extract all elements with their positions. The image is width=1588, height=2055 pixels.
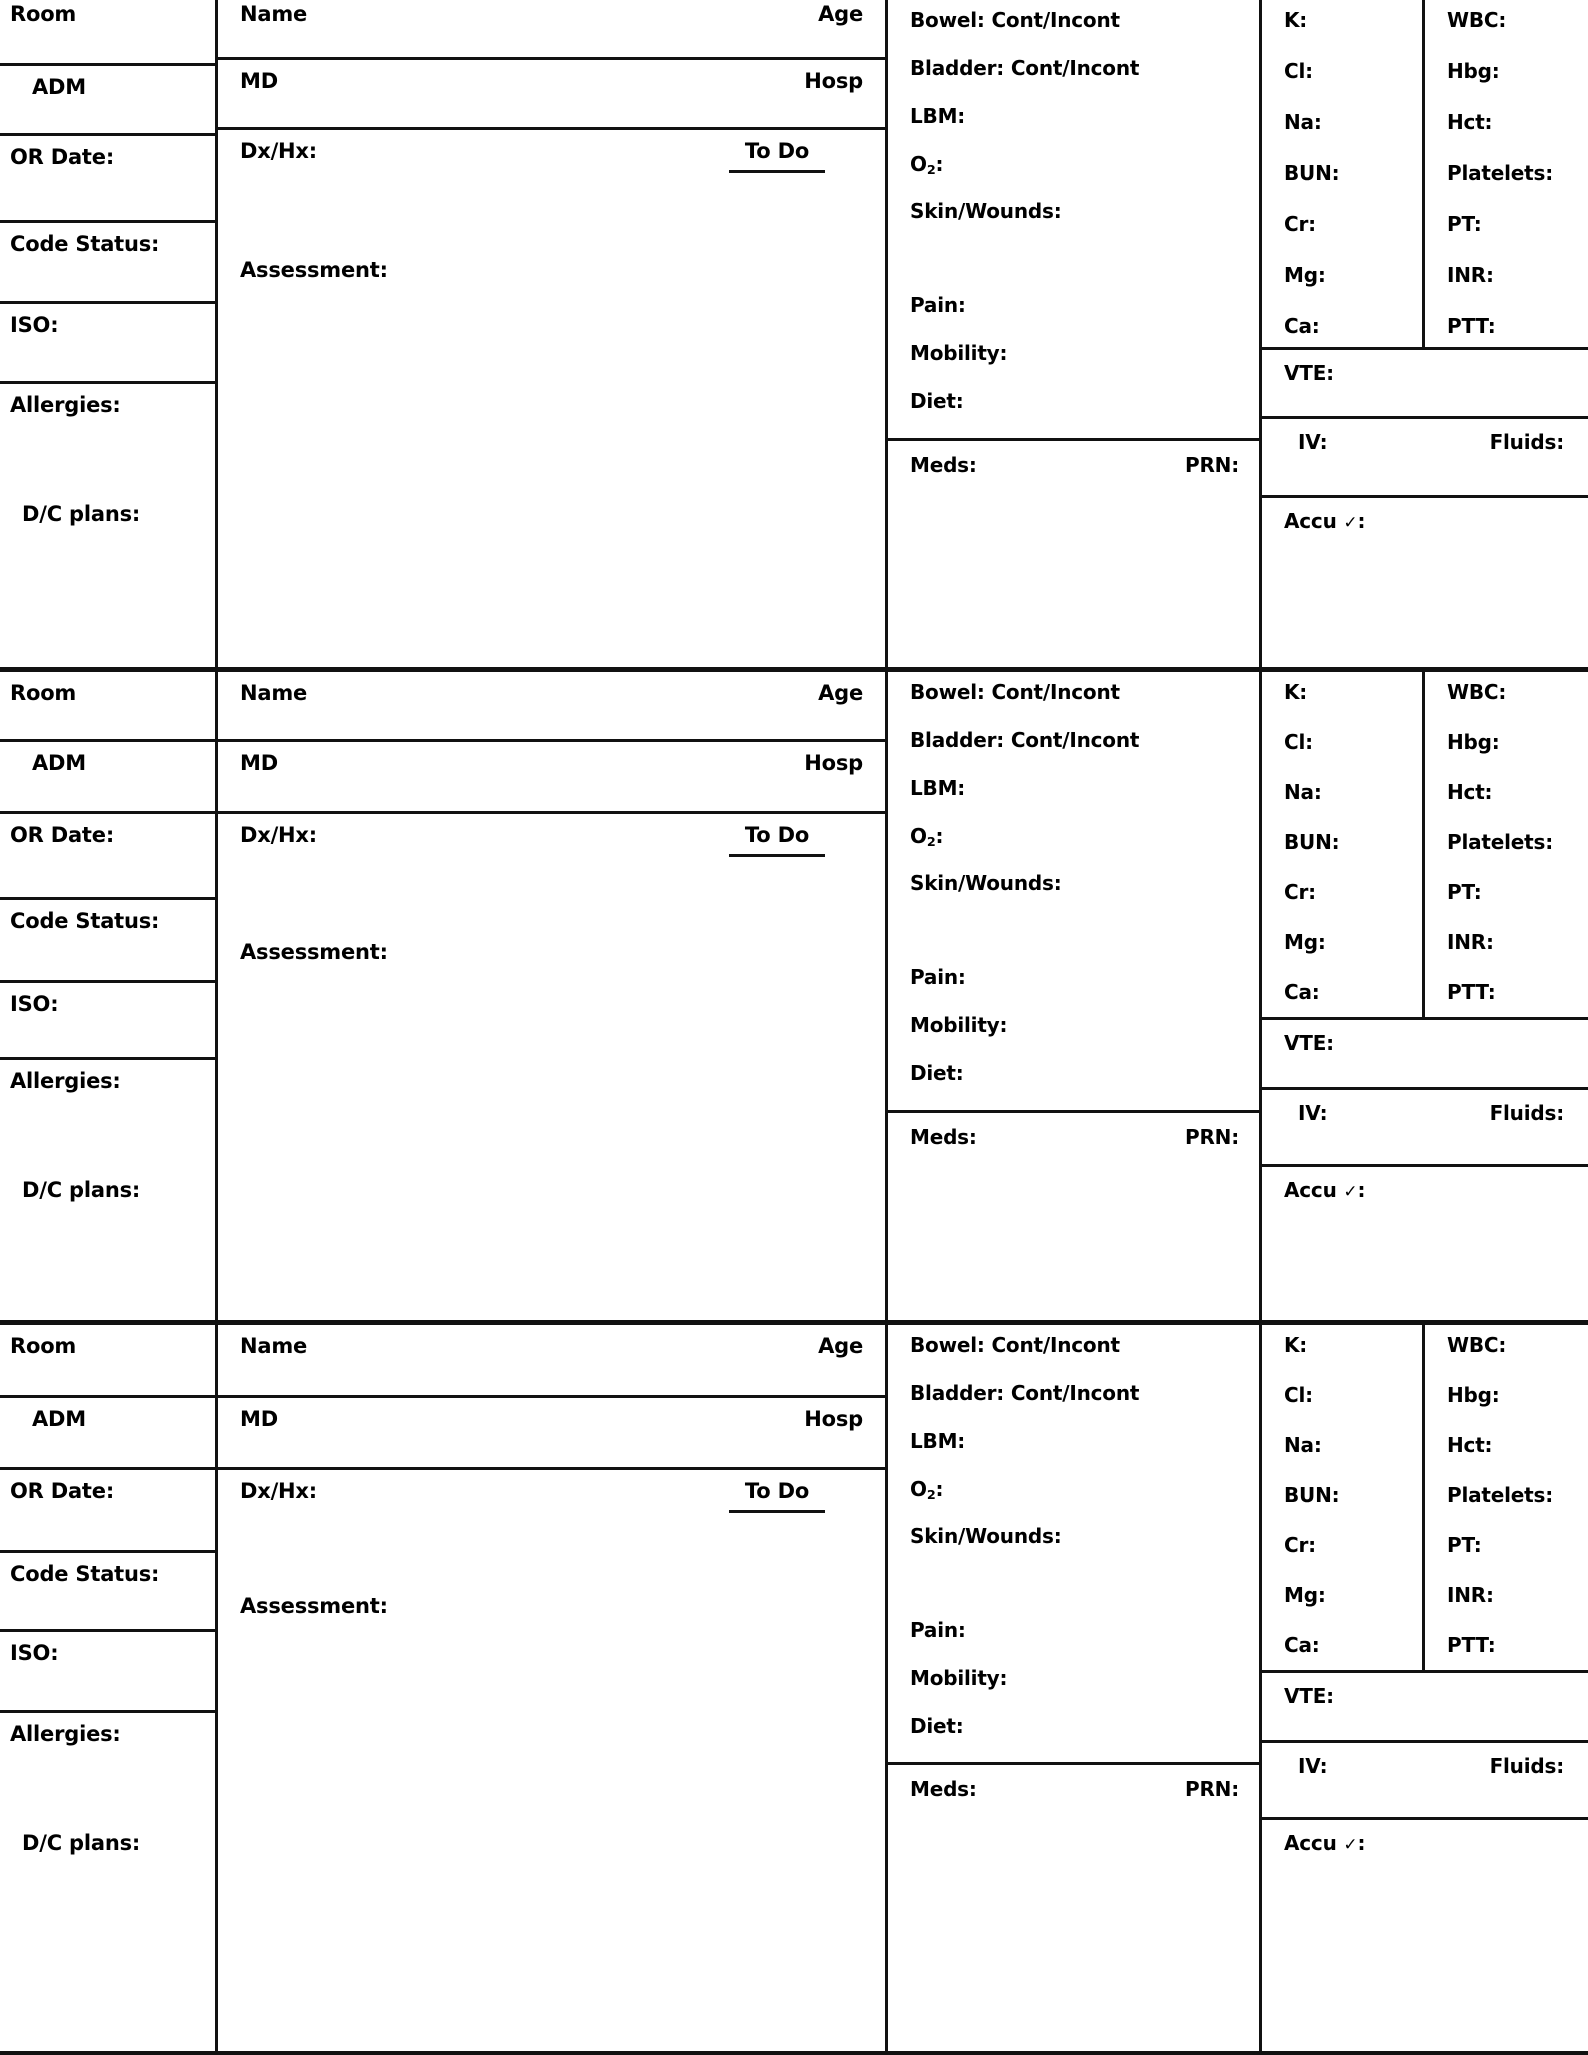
- accu-label: [1284, 1831, 1365, 2051]
- allergies-field[interactable]: [0, 1060, 215, 1320]
- md-field[interactable]: [218, 1398, 885, 1471]
- lab-item[interactable]: WBC:: [1447, 1333, 1507, 1357]
- lab-item[interactable]: Hbg:: [1447, 730, 1500, 754]
- assessment-label: Assessment:: [240, 1594, 388, 1619]
- or-date-label: OR Date:: [10, 1479, 115, 1504]
- prn-label: PRN:: [1185, 452, 1239, 477]
- patient-block: [0, 1325, 1588, 2055]
- systems-column: [888, 1325, 1262, 2051]
- systems-top-group: [888, 672, 1259, 1113]
- iv-fluids-field[interactable]: [1262, 419, 1588, 499]
- lab-item[interactable]: Cr:: [1284, 880, 1316, 904]
- iso-label: ISO:: [10, 312, 59, 337]
- bladder-label[interactable]: Bladder: Cont/Incont: [910, 1381, 1140, 1405]
- fluids-label: Fluids:: [1489, 1100, 1564, 1125]
- dc-plans-label: D/C plans:: [22, 502, 141, 527]
- or-date-label: OR Date:: [10, 145, 115, 170]
- lab-item[interactable]: PT:: [1447, 1533, 1482, 1557]
- lab-item[interactable]: Hbg:: [1447, 1383, 1500, 1407]
- to-do-rule: [729, 854, 825, 857]
- adm-field[interactable]: [0, 742, 215, 814]
- iso-field[interactable]: [0, 983, 215, 1060]
- bowel-label[interactable]: Bowel: Cont/Incont: [910, 1333, 1120, 1357]
- name-label: Name: [240, 1334, 308, 1358]
- iso-label: ISO:: [10, 991, 59, 1016]
- to-do-field[interactable]: [729, 1479, 825, 1513]
- assessment-label: Assessment:: [240, 940, 388, 965]
- lab-item[interactable]: Hct:: [1447, 780, 1493, 804]
- adm-label: ADM: [32, 1406, 86, 1431]
- assessment-label: Assessment:: [240, 258, 388, 283]
- accu-text: Accu: [1284, 509, 1337, 534]
- labs-hematology-column: [1425, 0, 1588, 347]
- lab-item[interactable]: PTT:: [1447, 1633, 1496, 1657]
- iv-fluids-field[interactable]: [1262, 1743, 1588, 1821]
- or-date-field[interactable]: [0, 1470, 215, 1553]
- md-field[interactable]: [218, 60, 885, 131]
- skin-wounds-label[interactable]: Skin/Wounds:: [910, 1524, 1062, 1548]
- diet-label[interactable]: Diet:: [910, 1714, 964, 1738]
- or-date-label: OR Date:: [10, 822, 115, 847]
- vte-field[interactable]: [1262, 1020, 1588, 1090]
- demographics-column: [0, 672, 218, 1320]
- demographics-column: [0, 1325, 218, 2051]
- labs-grid: [1262, 1325, 1588, 1673]
- to-do-field[interactable]: [729, 823, 825, 857]
- or-date-field[interactable]: [0, 136, 215, 223]
- systems-column: [888, 0, 1262, 667]
- accu-label: [1284, 1178, 1365, 1320]
- pain-label[interactable]: Pain:: [910, 1618, 966, 1642]
- pain-label[interactable]: Pain:: [910, 965, 966, 989]
- o2-subscript: 2: [926, 162, 936, 178]
- labs-column: [1262, 1325, 1588, 2051]
- lab-item[interactable]: BUN:: [1284, 1483, 1340, 1507]
- iv-label: IV:: [1298, 1753, 1328, 1778]
- room-field[interactable]: [0, 0, 215, 66]
- lab-item[interactable]: K:: [1284, 1333, 1308, 1357]
- o2-colon: :: [935, 1477, 944, 1501]
- accu-colon: :: [1357, 1831, 1366, 1856]
- labs-column: [1262, 0, 1588, 667]
- name-field[interactable]: [218, 0, 885, 60]
- demographics-column: [0, 0, 218, 667]
- dc-plans-label: D/C plans:: [22, 1831, 141, 1855]
- bladder-label[interactable]: Bladder: Cont/Incont: [910, 728, 1140, 752]
- labs-column: [1262, 672, 1588, 1320]
- lab-item[interactable]: Na:: [1284, 110, 1322, 134]
- to-do-label: To Do: [744, 1479, 810, 1504]
- hosp-label: Hosp: [804, 68, 863, 93]
- check-icon: ✓: [1343, 1182, 1358, 1203]
- bowel-label[interactable]: Bowel: Cont/Incont: [910, 8, 1120, 32]
- dc-plans-label: D/C plans:: [22, 1178, 141, 1203]
- vte-field[interactable]: [1262, 1673, 1588, 1743]
- o2-prefix: O: [910, 1477, 927, 1501]
- adm-label: ADM: [32, 74, 86, 99]
- name-field[interactable]: [218, 1325, 885, 1398]
- lab-item[interactable]: Na:: [1284, 1433, 1322, 1457]
- labs-grid: [1262, 672, 1588, 1020]
- vte-label: VTE:: [1284, 1684, 1334, 1708]
- allergies-label: Allergies:: [10, 393, 121, 418]
- iso-field[interactable]: [0, 1632, 215, 1713]
- lbm-label[interactable]: LBM:: [910, 104, 966, 128]
- lab-item[interactable]: Platelets:: [1447, 1483, 1554, 1507]
- lbm-label[interactable]: LBM:: [910, 1429, 966, 1453]
- dx-hx-field[interactable]: [218, 814, 885, 1320]
- lab-item[interactable]: PT:: [1447, 212, 1482, 236]
- o2-prefix: O: [910, 152, 927, 176]
- iv-label: IV:: [1298, 1100, 1328, 1125]
- lab-item[interactable]: PTT:: [1447, 314, 1496, 338]
- labs-hematology-column: [1425, 672, 1588, 1017]
- lab-item[interactable]: Ca:: [1284, 980, 1320, 1004]
- bowel-label[interactable]: Bowel: Cont/Incont: [910, 680, 1120, 704]
- accu-colon: :: [1357, 509, 1366, 534]
- patient-block: [0, 672, 1588, 1325]
- mobility-label[interactable]: Mobility:: [910, 1666, 1008, 1690]
- lab-item[interactable]: Cl:: [1284, 730, 1313, 754]
- o2-prefix: O: [910, 824, 927, 848]
- lab-item[interactable]: PTT:: [1447, 980, 1496, 1004]
- lab-item[interactable]: Platelets:: [1447, 830, 1554, 854]
- iv-fluids-field[interactable]: [1262, 1090, 1588, 1168]
- to-do-rule: [729, 170, 825, 173]
- dx-hx-label: Dx/Hx:: [240, 1479, 317, 1504]
- labs-chemistry-column: [1262, 672, 1425, 1017]
- check-icon: ✓: [1343, 513, 1358, 534]
- vte-label: VTE:: [1284, 1031, 1334, 1055]
- skin-wounds-label[interactable]: Skin/Wounds:: [910, 199, 1062, 223]
- dx-hx-label: Dx/Hx:: [240, 823, 317, 848]
- o2-label[interactable]: [910, 1477, 943, 1501]
- fluids-label: Fluids:: [1489, 429, 1564, 454]
- to-do-label: To Do: [744, 139, 810, 164]
- prn-label: PRN:: [1185, 1777, 1239, 1801]
- code-status-label: Code Status:: [10, 232, 160, 257]
- accu-check-field[interactable]: [1262, 1167, 1588, 1320]
- room-label: Room: [10, 681, 77, 705]
- adm-label: ADM: [32, 750, 86, 775]
- lab-item[interactable]: Mg:: [1284, 1583, 1326, 1607]
- patient-block: [0, 0, 1588, 672]
- dx-hx-field[interactable]: [218, 130, 885, 667]
- o2-label[interactable]: [910, 152, 943, 176]
- lab-item[interactable]: Cr:: [1284, 1533, 1316, 1557]
- vte-label: VTE:: [1284, 361, 1334, 385]
- dx-hx-label: Dx/Hx:: [240, 139, 317, 164]
- accu-colon: :: [1357, 1178, 1366, 1203]
- adm-field[interactable]: [0, 1398, 215, 1471]
- labs-chemistry-column: [1262, 0, 1425, 347]
- allergies-label: Allergies:: [10, 1722, 121, 1746]
- iv-label: IV:: [1298, 429, 1328, 454]
- room-field[interactable]: [0, 1325, 215, 1398]
- code-status-field[interactable]: [0, 223, 215, 303]
- age-label: Age: [818, 681, 863, 705]
- or-date-field[interactable]: [0, 814, 215, 900]
- code-status-field[interactable]: [0, 1553, 215, 1633]
- name-field[interactable]: [218, 672, 885, 742]
- mobility-label[interactable]: Mobility:: [910, 341, 1008, 365]
- code-status-label: Code Status:: [10, 909, 160, 934]
- labs-hematology-column: [1425, 1325, 1588, 1670]
- fluids-label: Fluids:: [1489, 1753, 1564, 1778]
- diet-label[interactable]: Diet:: [910, 389, 964, 413]
- clinical-column: [218, 1325, 888, 2051]
- lab-item[interactable]: Cr:: [1284, 212, 1316, 236]
- lab-item[interactable]: Ca:: [1284, 314, 1320, 338]
- md-label: MD: [240, 68, 278, 93]
- accu-check-field[interactable]: [1262, 498, 1588, 667]
- meds-field[interactable]: [888, 1113, 1259, 1320]
- lab-item[interactable]: Mg:: [1284, 930, 1326, 954]
- lab-item[interactable]: K:: [1284, 8, 1308, 32]
- allergies-field[interactable]: [0, 384, 215, 667]
- lab-item[interactable]: BUN:: [1284, 830, 1340, 854]
- adm-field[interactable]: [0, 66, 215, 137]
- accu-text: Accu: [1284, 1178, 1337, 1203]
- o2-colon: :: [935, 152, 944, 176]
- lab-item[interactable]: Cl:: [1284, 59, 1313, 83]
- lab-item[interactable]: K:: [1284, 680, 1308, 704]
- pain-label[interactable]: Pain:: [910, 293, 966, 317]
- iso-field[interactable]: [0, 304, 215, 384]
- bladder-label[interactable]: Bladder: Cont/Incont: [910, 56, 1140, 80]
- lab-item[interactable]: INR:: [1447, 930, 1494, 954]
- to-do-label: To Do: [744, 823, 810, 848]
- to-do-rule: [729, 1510, 825, 1513]
- code-status-label: Code Status:: [10, 1561, 160, 1586]
- lab-item[interactable]: Hbg:: [1447, 59, 1500, 83]
- name-label: Name: [240, 681, 308, 705]
- hosp-label: Hosp: [804, 1406, 863, 1431]
- room-label: Room: [10, 1334, 77, 1358]
- md-field[interactable]: [218, 742, 885, 815]
- o2-label[interactable]: [910, 824, 943, 848]
- lab-item[interactable]: WBC:: [1447, 680, 1507, 704]
- lab-item[interactable]: Ca:: [1284, 1633, 1320, 1657]
- meds-label: Meds:: [910, 1777, 977, 1801]
- lab-item[interactable]: INR:: [1447, 1583, 1494, 1607]
- o2-subscript: 2: [926, 1487, 936, 1503]
- lab-item[interactable]: WBC:: [1447, 8, 1507, 32]
- dx-hx-field[interactable]: [218, 1470, 885, 2051]
- lab-item[interactable]: Cl:: [1284, 1383, 1313, 1407]
- lab-item[interactable]: PT:: [1447, 880, 1482, 904]
- diet-label[interactable]: Diet:: [910, 1061, 964, 1085]
- clinical-column: [218, 0, 888, 667]
- allergies-field[interactable]: [0, 1713, 215, 2051]
- lab-item[interactable]: Na:: [1284, 780, 1322, 804]
- iso-label: ISO:: [10, 1641, 59, 1666]
- lab-item[interactable]: Hct:: [1447, 1433, 1493, 1457]
- systems-top-group: [888, 0, 1259, 441]
- md-label: MD: [240, 1406, 278, 1431]
- name-label: Name: [240, 2, 308, 26]
- lab-item[interactable]: INR:: [1447, 263, 1494, 287]
- code-status-field[interactable]: [0, 900, 215, 982]
- accu-text: Accu: [1284, 1831, 1337, 1856]
- age-label: Age: [818, 1334, 863, 1358]
- labs-grid: [1262, 0, 1588, 350]
- o2-subscript: 2: [926, 834, 936, 850]
- age-label: Age: [818, 2, 863, 26]
- check-icon: ✓: [1343, 1835, 1358, 1856]
- allergies-label: Allergies:: [10, 1069, 121, 1094]
- lab-item[interactable]: Platelets:: [1447, 161, 1554, 185]
- lab-item[interactable]: Mg:: [1284, 263, 1326, 287]
- to-do-field[interactable]: [729, 139, 825, 173]
- systems-top-group: [888, 1325, 1259, 1765]
- skin-wounds-label[interactable]: Skin/Wounds:: [910, 871, 1062, 895]
- prn-label: PRN:: [1185, 1124, 1239, 1149]
- accu-label: [1284, 509, 1365, 667]
- labs-chemistry-column: [1262, 1325, 1425, 1670]
- clinical-column: [218, 672, 888, 1320]
- systems-column: [888, 672, 1262, 1320]
- md-label: MD: [240, 750, 278, 775]
- accu-check-field[interactable]: [1262, 1820, 1588, 2051]
- lbm-label[interactable]: LBM:: [910, 776, 966, 800]
- room-field[interactable]: [0, 672, 215, 742]
- meds-field[interactable]: [888, 441, 1259, 667]
- lab-item[interactable]: BUN:: [1284, 161, 1340, 185]
- vte-field[interactable]: [1262, 350, 1588, 419]
- mobility-label[interactable]: Mobility:: [910, 1013, 1008, 1037]
- o2-colon: :: [935, 824, 944, 848]
- room-label: Room: [10, 2, 77, 26]
- meds-field[interactable]: [888, 1765, 1259, 2051]
- hosp-label: Hosp: [804, 750, 863, 775]
- lab-item[interactable]: Hct:: [1447, 110, 1493, 134]
- meds-label: Meds:: [910, 1124, 977, 1149]
- meds-label: Meds:: [910, 452, 977, 477]
